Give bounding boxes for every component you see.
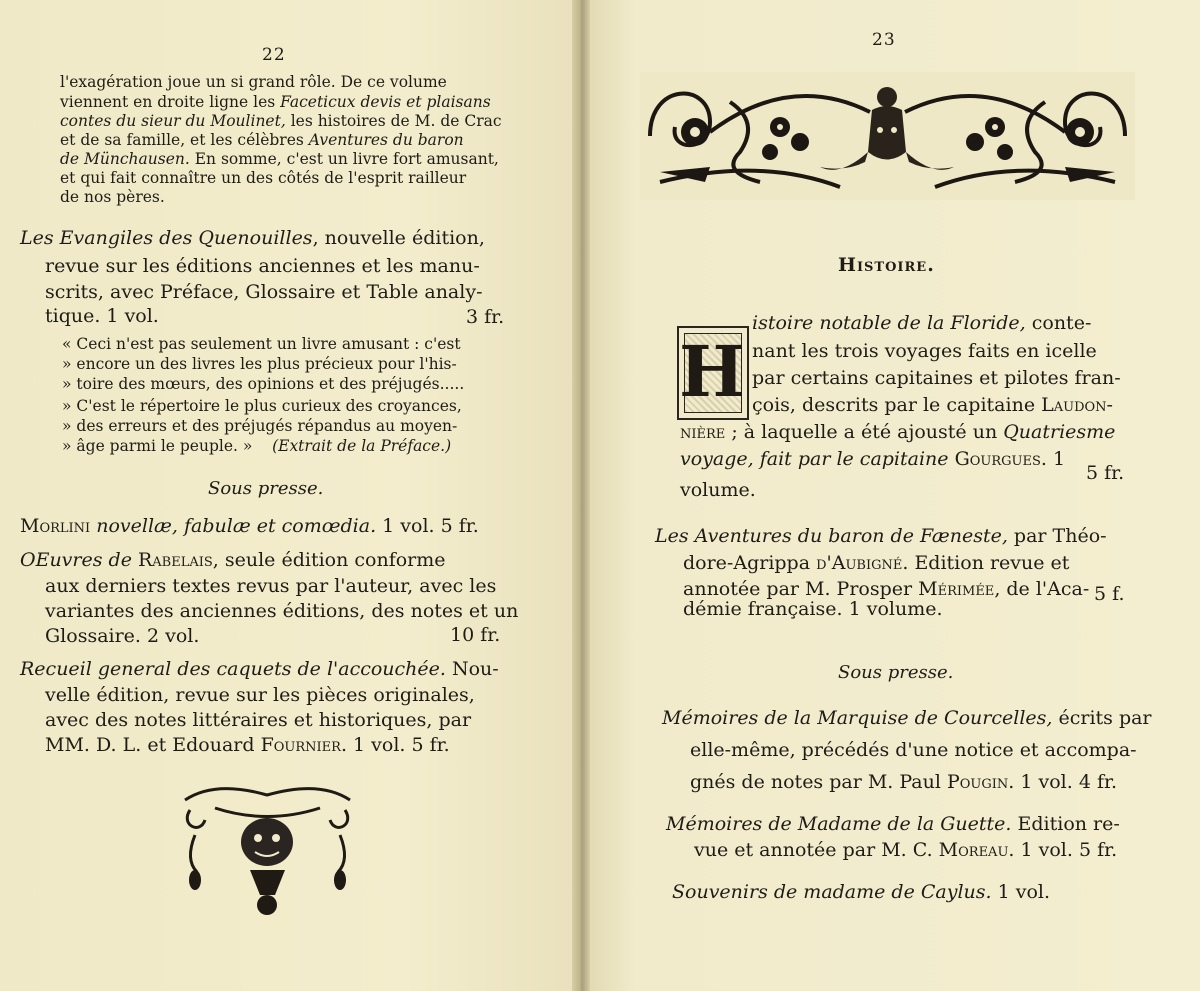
sous-presse-heading-left: Sous presse.: [208, 478, 324, 499]
price: 5 f.: [1094, 583, 1125, 605]
text-line: l'exagération joue un si grand rôle. De ce volume: [60, 73, 447, 91]
book-gutter: [572, 0, 590, 991]
price: 10 fr.: [450, 624, 501, 646]
text-line: volume.: [680, 479, 756, 501]
quote-line: » des erreurs et des préjugés répandus au moyen-: [62, 417, 458, 435]
text-line: Mémoires de la Marquise de Courcelles, écrits par: [662, 707, 1152, 729]
drop-cap: [677, 326, 749, 420]
text-line: Souvenirs de madame de Caylus. 1 vol.: [672, 881, 1051, 903]
text-line: et qui fait connaître un des côtés de l'esprit railleur: [60, 169, 467, 187]
section-title-histoire: Histoire.: [838, 254, 935, 276]
text-line: variantes des anciennes éditions, des notes et un: [45, 600, 519, 622]
text-line: MM. D. L. et Edouard Fournier. 1 vol. 5 fr.: [45, 734, 450, 756]
tailpiece-ornament-icon: [175, 780, 360, 920]
text-line: OEuvres de Rabelais, seule édition conforme: [20, 549, 446, 571]
text-line: annotée par M. Prosper Mérimée, de l'Aca-: [683, 578, 1090, 600]
quote-source: (Extrait de la Préface.): [272, 437, 452, 455]
headpiece-ornament-icon: [640, 72, 1135, 200]
text-line: aux derniers textes revus par l'auteur, avec les: [45, 575, 497, 597]
text-line: istoire notable de la Floride, conte-: [752, 312, 1092, 334]
text-line: contes du sieur du Moulinet, les histoires de M. de Crac: [60, 112, 502, 130]
text-line: scrits, avec Préface, Glossaire et Table analy-: [45, 281, 483, 303]
text-line: Les Aventures du baron de Fæneste, par Théo-: [655, 525, 1107, 547]
text-line: dore-Agrippa d'Aubigné. Edition revue et: [683, 552, 1070, 574]
quote-line: « Ceci n'est pas seulement un livre amusant : c'est: [62, 335, 461, 353]
text-line: elle-même, précédés d'une notice et accompa-: [690, 739, 1137, 761]
text-line: de Münchausen. En somme, c'est un livre fort amusant,: [60, 150, 499, 168]
text-line: nière ; à laquelle a été ajousté un Quatriesme: [680, 421, 1116, 443]
text-line: par certains capitaines et pilotes fran-: [752, 367, 1121, 389]
page-number-left: 22: [262, 45, 286, 65]
quote-line: » âge parmi le peuple. » (Extrait de la Préface.): [62, 437, 452, 455]
price: 5 fr.: [1086, 462, 1125, 484]
text-line: Mémoires de Madame de la Guette. Edition re-: [666, 813, 1120, 835]
price: 3 fr.: [466, 306, 505, 328]
quote-line: » encore un des livres les plus précieux pour l'his-: [62, 355, 457, 373]
page-number-right: 23: [872, 30, 896, 50]
text-line: Morlini novellæ, fabulæ et comœdia. 1 vol. 5 fr.: [20, 515, 479, 537]
quote-line: » toire des mœurs, des opinions et des préjugés.....: [62, 375, 465, 393]
text-line: viennent en droite ligne les Faceticux devis et plaisans: [60, 93, 491, 111]
text-line: démie française. 1 volume.: [683, 598, 943, 620]
text-line: nant les trois voyages faits en icelle: [752, 340, 1097, 362]
text-line: tique. 1 vol.: [45, 305, 159, 327]
text-line: avec des notes littéraires et historiques, par: [45, 709, 472, 731]
text-line: gnés de notes par M. Paul Pougin. 1 vol. 4 fr.: [690, 771, 1118, 793]
text-line: Glossaire. 2 vol.: [45, 625, 200, 647]
text-line: voyage, fait par le capitaine Gourgues. 1: [680, 448, 1066, 470]
text-line: çois, descrits par le capitaine Laudon-: [752, 394, 1113, 416]
sous-presse-heading-right: Sous presse.: [838, 662, 954, 683]
text-line: de nos pères.: [60, 188, 165, 206]
text-line: velle édition, revue sur les pièces originales,: [45, 684, 475, 706]
quote-line: » C'est le répertoire le plus curieux des croyances,: [62, 397, 462, 415]
text-line: et de sa famille, et les célèbres Aventures du baron: [60, 131, 464, 149]
text-line: Recueil general des caquets de l'accouchée. Nou-: [20, 658, 499, 680]
text-line: revue sur les éditions anciennes et les manu-: [45, 255, 480, 277]
text-line: Les Evangiles des Quenouilles, nouvelle édition,: [20, 227, 485, 249]
text-line: vue et annotée par M. C. Moreau. 1 vol. 5 fr.: [694, 839, 1118, 861]
drop-cap-letter: H: [679, 330, 746, 413]
